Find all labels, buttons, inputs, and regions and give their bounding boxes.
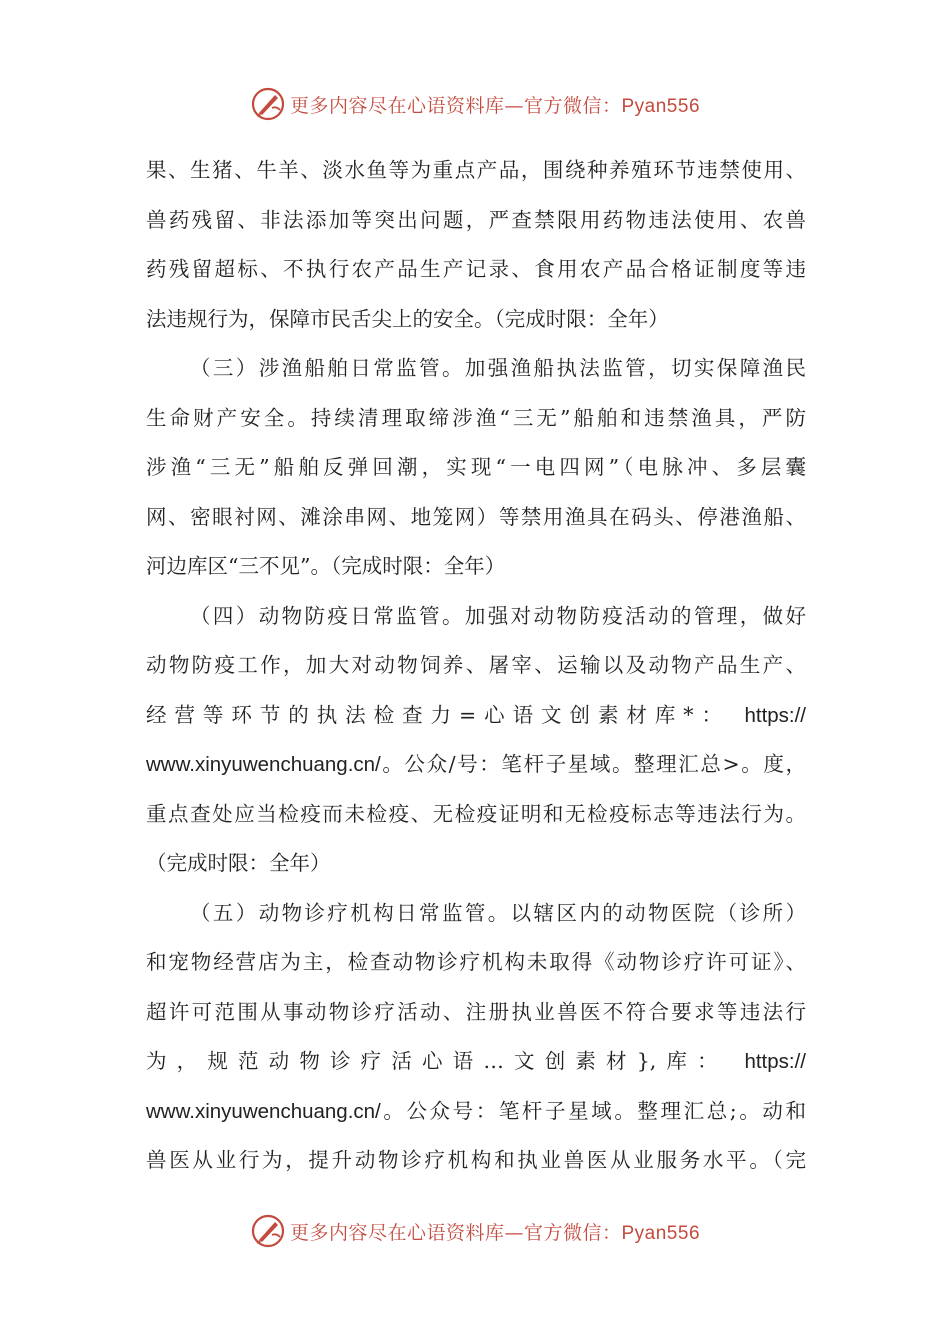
text-line: （四）动物防疫日常监管。加强对动物防疫活动的管理，做好 bbox=[190, 603, 806, 628]
watermark-insert-text: 为，规范动物诊疗活心语…文创素材},库： bbox=[146, 1049, 728, 1073]
footer-banner-text: 更多内容尽在心语资料库—官方微信：Pyan556 bbox=[289, 1221, 701, 1244]
watermark-url-link[interactable]: www.xinyuwenchuang.cn/ bbox=[146, 753, 381, 776]
text-line: 重点查处应当检疫而未检疫、无检疫证明和无检疫标志等违法行为。 bbox=[146, 801, 806, 826]
link-prefix: https:// bbox=[744, 703, 806, 727]
link-prefix: https:// bbox=[744, 1050, 806, 1073]
text-line: （五）动物诊疗机构日常监管。以辖区内的动物医院（诊所） bbox=[190, 900, 806, 925]
text-line: 和宠物经营店为主，检查动物诊疗机构未取得《动物诊疗许可证》、 bbox=[146, 950, 806, 974]
footer-banner bbox=[0, 1211, 950, 1251]
text-line: 果、生猪、牛羊、淡水鱼等为重点产品，围绕种养殖环节违禁使用、 bbox=[146, 158, 806, 182]
text-line: 兽药残留、非法添加等突出问题，严查禁限用药物违法使用、农兽 bbox=[146, 207, 806, 232]
pen-logo-icon bbox=[250, 1213, 286, 1249]
header-banner-text: 更多内容尽在心语资料库—官方微信：Pyan556 bbox=[289, 94, 701, 117]
text-line: 网、密眼衬网、滩涂串网、地笼网）等禁用渔具在码头、停港渔船、 bbox=[146, 504, 806, 529]
text-line: 动物防疫工作，加大对动物饲养、屠宰、运输以及动物产品生产、 bbox=[146, 653, 806, 677]
text-line: 法违规行为，保障市民舌尖上的安全。（完成时限：全年） bbox=[146, 306, 669, 331]
text-line: 河边库区“三不见”。（完成时限：全年） bbox=[146, 554, 506, 578]
watermark-insert-text: 。公众/号：笔杆子星域。整理汇总>。度， bbox=[380, 752, 806, 776]
text-line bbox=[146, 1037, 806, 1087]
text-line: 生命财产安全。持续清理取缔涉渔“三无”船舶和违禁渔具，严防 bbox=[146, 405, 806, 430]
text-line: 超许可范围从事动物诊疗活动、注册执业兽医不符合要求等违法行 bbox=[146, 999, 806, 1024]
text-line bbox=[146, 1087, 806, 1137]
text-line bbox=[146, 691, 806, 741]
watermark-insert-text: 经营等环节的执法检查力=心语文创素材库*： bbox=[146, 702, 730, 727]
watermark-insert-text: 。公众号：笔杆子星域。整理汇总;。动和 bbox=[380, 1098, 806, 1123]
text-line bbox=[146, 740, 806, 790]
text-line: （完成时限：全年） bbox=[146, 851, 331, 875]
pen-logo-icon bbox=[250, 86, 286, 122]
text-line: （三）涉渔船舶日常监管。加强渔船执法监管，切实保障渔民 bbox=[190, 356, 806, 380]
text-line: 兽医从业行为，提升动物诊疗机构和执业兽医从业服务水平。（完 bbox=[146, 1148, 806, 1172]
header-banner bbox=[0, 84, 950, 124]
text-line: 药残留超标、不执行农产品生产记录、食用农产品合格证制度等违 bbox=[146, 257, 806, 281]
watermark-url-link[interactable]: www.xinyuwenchuang.cn/ bbox=[146, 1099, 381, 1123]
text-line: 涉渔“三无”船舶反弹回潮，实现“一电四网”（电脉冲、多层囊 bbox=[146, 455, 806, 479]
document-body bbox=[146, 146, 806, 1186]
